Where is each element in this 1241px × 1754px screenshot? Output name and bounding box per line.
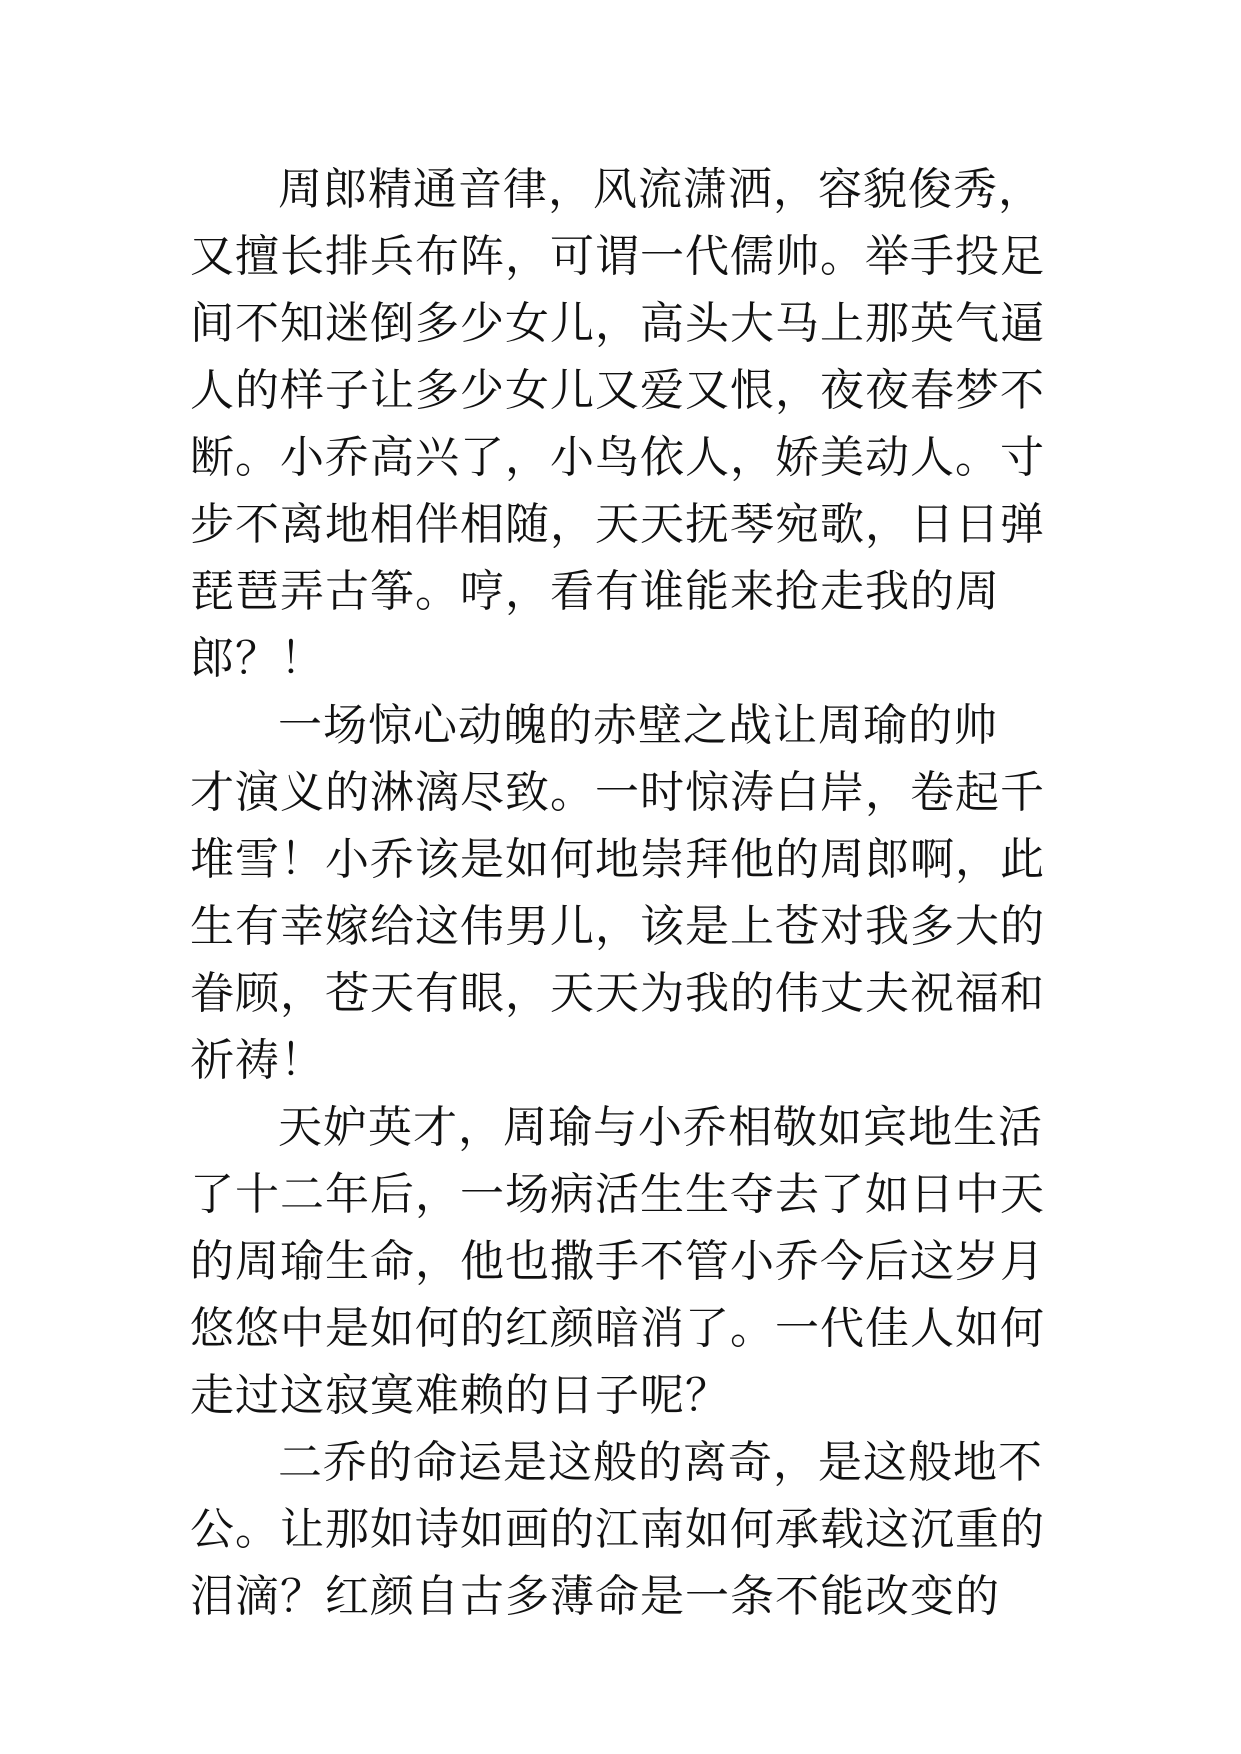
text-line: 的周瑜生命，他也撒手不管小乔今后这岁月 <box>190 1236 1045 1287</box>
body-text <box>190 156 1080 1630</box>
paragraph-1 <box>190 156 1080 692</box>
text-line: 走过这寂寞难赖的日子呢？ <box>190 1370 730 1421</box>
text-line: 断。小乔高兴了，小鸟依人，娇美动人。寸 <box>190 432 1045 483</box>
text-line: 祈祷！ <box>190 1035 325 1086</box>
text-line: 间不知迷倒多少女儿，高头大马上那英气逼 <box>190 298 1045 349</box>
text-line: 琵琶弄古筝。哼，看有谁能来抢走我的周 <box>190 566 1000 617</box>
text-line: 才演义的淋漓尽致。一时惊涛白岸，卷起千 <box>190 767 1045 818</box>
text-line: 又擅长排兵布阵，可谓一代儒帅。举手投足 <box>190 231 1045 282</box>
text-line: 郎？！ <box>190 633 325 684</box>
text-line: 生有幸嫁给这伟男儿，该是上苍对我多大的 <box>190 901 1045 952</box>
text-line: 步不离地相伴相随，天天抚琴宛歌，日日弹 <box>190 499 1045 550</box>
paragraph-4 <box>190 1429 1080 1630</box>
text-line: 了十二年后，一场病活生生夺去了如日中天 <box>190 1169 1045 1220</box>
text-line: 堆雪！小乔该是如何地崇拜他的周郎啊，此 <box>190 834 1045 885</box>
text-line: 二乔的命运是这般的离奇，是这般地不 <box>278 1437 1043 1488</box>
text-line: 天妒英才，周瑜与小乔相敬如宾地生活 <box>278 1102 1043 1153</box>
paragraph-3 <box>190 1094 1080 1429</box>
text-line: 人的样子让多少女儿又爱又恨，夜夜春梦不 <box>190 365 1045 416</box>
text-line: 公。让那如诗如画的江南如何承载这沉重的 <box>190 1504 1045 1555</box>
text-line: 一场惊心动魄的赤壁之战让周瑜的帅 <box>278 700 998 751</box>
text-line: 悠悠中是如何的红颜暗消了。一代佳人如何 <box>190 1303 1045 1354</box>
text-line: 泪滴？红颜自古多薄命是一条不能改变的 <box>190 1571 1000 1622</box>
text-line: 眷顾，苍天有眼，天天为我的伟丈夫祝福和 <box>190 968 1045 1019</box>
text-line: 周郎精通音律，风流潇洒，容貌俊秀， <box>278 164 1043 215</box>
paragraph-2 <box>190 692 1080 1094</box>
